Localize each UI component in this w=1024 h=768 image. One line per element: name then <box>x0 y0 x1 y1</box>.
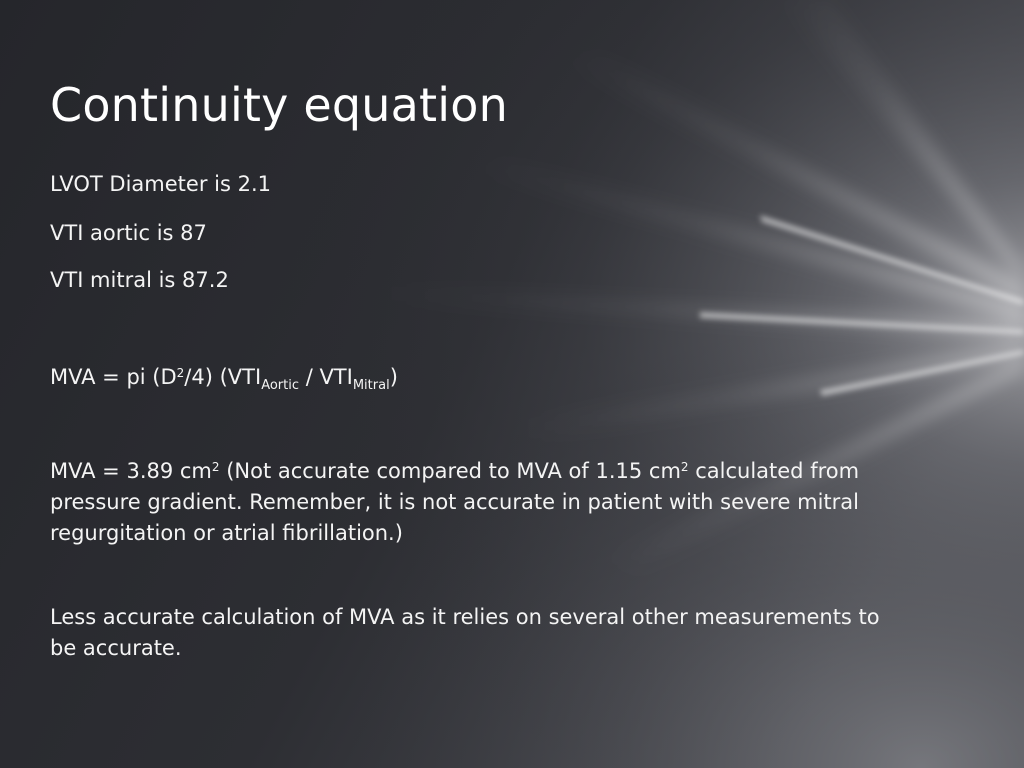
formula-divider: / VTI <box>299 365 353 389</box>
result-sup2: 2 <box>680 460 689 474</box>
formula-sub-aortic: Aortic <box>261 378 300 393</box>
formula-after-squared: /4) (VTI <box>184 365 262 389</box>
vti-aortic-line: VTI aortic is 87 <box>50 221 207 245</box>
mva-formula <box>50 362 398 393</box>
formula-squared: 2 <box>176 366 185 380</box>
formula-close: ) <box>389 365 398 389</box>
lvot-diameter-line: LVOT Diameter is 2.1 <box>50 172 271 196</box>
slide-title: Continuity equation <box>50 78 508 132</box>
result-rest: calculated from pressure gradient. Remember, it is not accurate in patient with severe mitral regurgitation or atrial fibrillation.) <box>50 459 860 545</box>
vti-mitral-line: VTI mitral is 87.2 <box>50 268 229 292</box>
mva-result <box>50 456 885 549</box>
result-middle: (Not accurate compared to MVA of 1.15 cm <box>219 459 681 483</box>
accuracy-note: Less accurate calculation of MVA as it relies on several other measurements to be accurate. <box>50 605 880 660</box>
formula-sub-mitral: Mitral <box>352 378 390 393</box>
result-sup1: 2 <box>211 460 220 474</box>
result-lead: MVA = 3.89 cm <box>50 459 212 483</box>
formula-lead: MVA = pi (D <box>50 365 177 389</box>
